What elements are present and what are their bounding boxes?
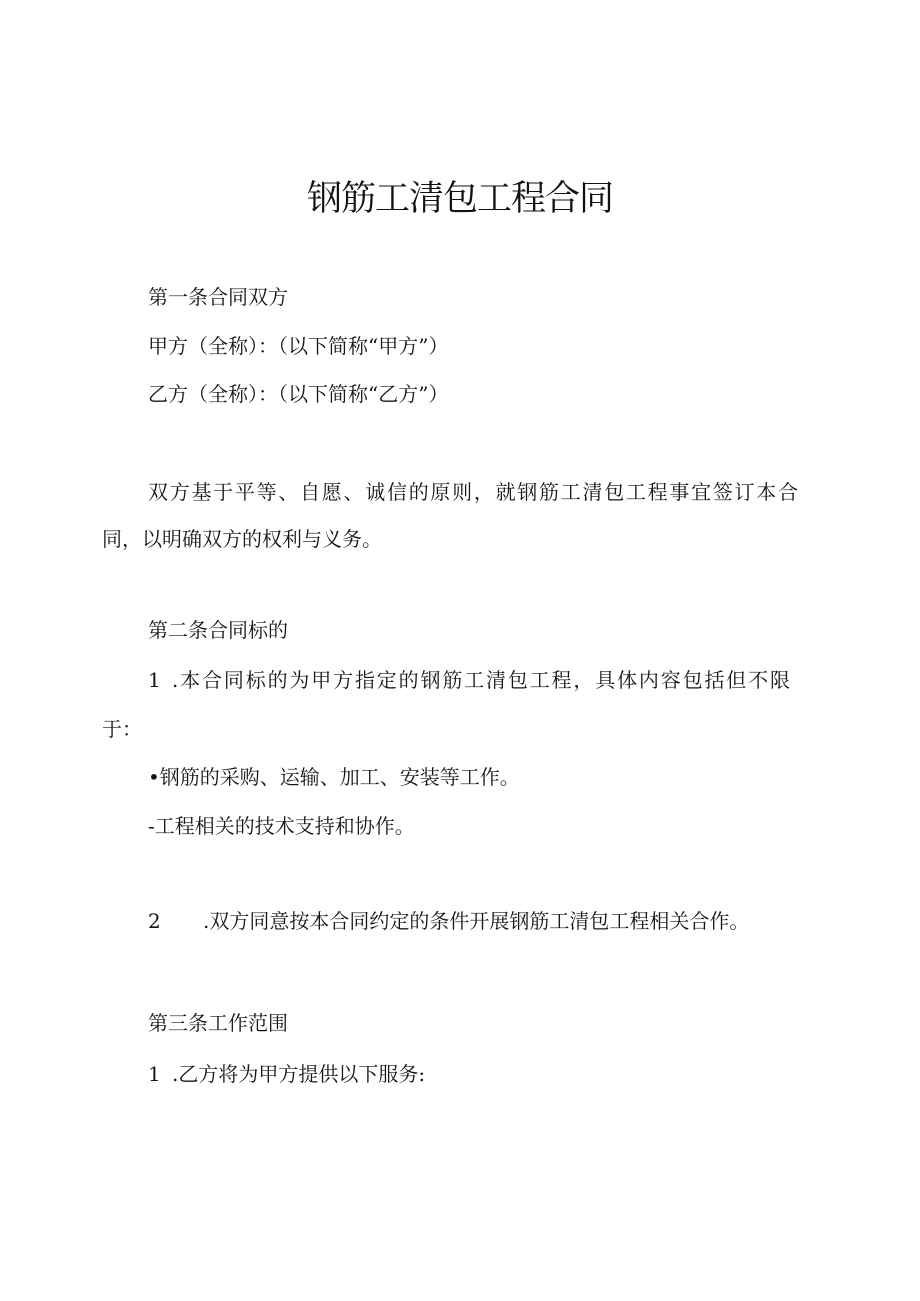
document-title: 钢筋工清包工程合同 xyxy=(306,179,613,219)
article2-item2-text: .双方同意按本合同约定的条件开展钢筋工清包工程相关合作。 xyxy=(203,909,750,933)
article2-heading: 第二条合同标的 xyxy=(148,618,288,642)
article1-heading: 第一条合同双方 xyxy=(148,285,288,309)
preamble-line-1: 双方基于平等、自愿、诚信的原则，就钢筋工清包工程事宜签订本合 xyxy=(148,480,798,504)
article2-item1-line-1: .本合同标的为甲方指定的钢筋工清包工程，具体内容包括但不限 xyxy=(172,668,790,692)
article3-heading: 第三条工作范围 xyxy=(148,1011,288,1035)
article2-item2-number: 2 xyxy=(148,909,161,933)
article2-item1-line-2: 于： xyxy=(102,717,142,741)
article3-item1-text: .乙方将为甲方提供以下服务: xyxy=(172,1062,426,1086)
article2-bullet-1: •钢筋的采购、运输、加工、安装等工作。 xyxy=(148,765,520,789)
article2-bullet-2: -工程相关的技术支持和协作。 xyxy=(148,814,415,838)
party-b-line: 乙方（全称）：（以下简称“乙方”） xyxy=(148,382,449,406)
article3-item1-number: 1 xyxy=(148,1062,161,1086)
preamble-line-2: 同，以明确双方的权利与义务。 xyxy=(102,527,382,551)
party-a-line: 甲方（全称）：（以下简称“甲方”） xyxy=(148,334,449,358)
article2-item1-number: 1 xyxy=(148,668,161,692)
